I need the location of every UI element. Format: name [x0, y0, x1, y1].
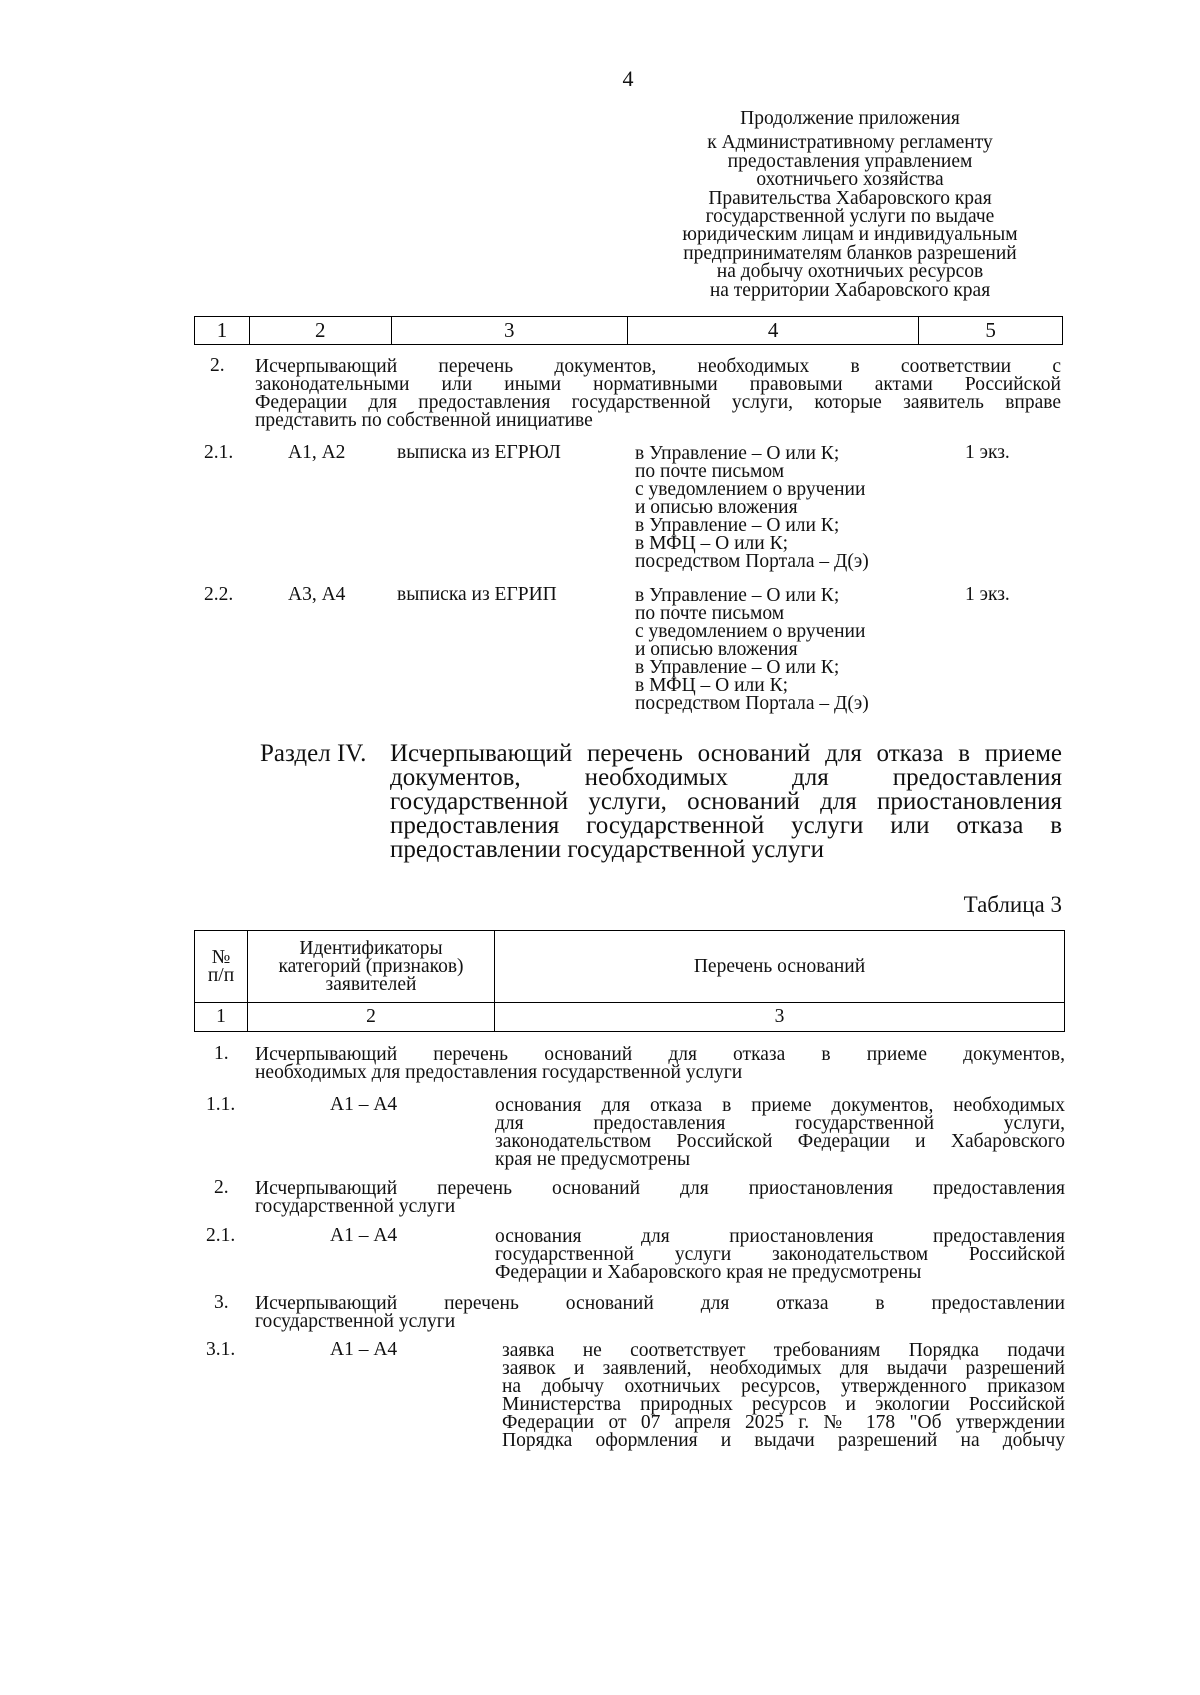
section4-line: предоставления государственной услуги или отказа в — [390, 812, 1062, 839]
row-applicants: А3, А4 — [288, 584, 346, 605]
table3-col2-header — [248, 931, 495, 1003]
section4-line: документов, необходимых для предоставления — [390, 764, 1062, 791]
row-methods — [635, 587, 925, 713]
row-number: 2.2. — [204, 584, 234, 605]
item-line: Федерации от 07 апреля 2025 г. № 178 "Об утверждении — [502, 1412, 1065, 1433]
method-line: в Управление – О или К; — [635, 657, 840, 678]
method-line: посредством Портала – Д(э) — [635, 551, 869, 572]
appendix-line: предоставления управлением — [727, 150, 973, 172]
method-line: с уведомлением о вручении — [635, 621, 866, 642]
table3-col1-header — [195, 931, 248, 1003]
table3-header — [194, 930, 1065, 1032]
group-line: государственной услуги — [255, 1196, 456, 1217]
table2-column-numbers — [194, 316, 1063, 345]
item-text — [502, 1342, 1065, 1450]
item-applicants: А1 – А4 — [330, 1094, 398, 1115]
group-line: Исчерпывающий перечень оснований для отказа в предоставлении — [255, 1293, 1065, 1314]
item-number: 2.1. — [206, 1225, 236, 1246]
method-line: в МФЦ – О или К; — [635, 533, 789, 554]
appendix-line: Правительства Хабаровского края — [708, 187, 992, 209]
item-line: на добычу охотничьих ресурсов, утвержденного приказом — [502, 1376, 1065, 1397]
group-heading — [255, 1180, 1065, 1216]
section2-line: Федерации для предоставления государственной услуги, которые заявитель вправе — [255, 392, 1061, 413]
section2-line: законодательными или иными нормативными правовыми актами Российской — [255, 374, 1061, 395]
appendix-line: юридическим лицам и индивидуальным — [682, 224, 1018, 246]
method-line: и описью вложения — [635, 497, 798, 518]
appendix-header — [650, 110, 1050, 300]
method-line: в Управление – О или К; — [635, 585, 840, 606]
appendix-line: на добычу охотничьих ресурсов — [716, 261, 984, 283]
section4-line: предоставлении государственной услуги — [390, 836, 824, 863]
section4-lead: Раздел IV. — [260, 740, 367, 767]
item-number: 1.1. — [206, 1094, 236, 1115]
item-line: Федерации и Хабаровского края не предусмотрены — [495, 1262, 922, 1283]
section4-line: Исчерпывающий перечень оснований для отказа в приеме — [390, 740, 1062, 767]
row-document: выписка из ЕГРЮЛ — [397, 442, 561, 463]
section2-line: Исчерпывающий перечень документов, необходимых в соответствии с — [255, 356, 1061, 377]
group-line: Исчерпывающий перечень оснований для отказа в приеме документов, — [255, 1044, 1065, 1065]
method-line: с уведомлением о вручении — [635, 479, 866, 500]
header-text: № — [211, 946, 231, 968]
row-methods — [635, 445, 925, 571]
item-number: 3.1. — [206, 1339, 236, 1360]
group-number: 1. — [214, 1043, 229, 1064]
appendix-line: государственной услуги по выдаче — [705, 206, 995, 228]
table3-label: Таблица 3 — [963, 892, 1062, 917]
group-line: Исчерпывающий перечень оснований для приостановления предоставления — [255, 1178, 1065, 1199]
table2-col-5: 5 — [919, 317, 1063, 345]
header-text: п/п — [207, 964, 235, 986]
header-text: категорий (признаков) — [278, 955, 464, 977]
section4-heading — [260, 742, 1063, 862]
item-applicants: А1 – А4 — [330, 1339, 398, 1360]
item-line: края не предусмотрены — [495, 1149, 691, 1170]
item-line: основания для отказа в приеме документов, необходимых — [495, 1095, 1065, 1116]
section2-heading — [255, 358, 1061, 430]
item-line: заявка не соответствует требованиям Порядка подачи — [502, 1340, 1065, 1361]
group-number: 2. — [214, 1177, 229, 1198]
table2-col-4: 4 — [628, 317, 919, 345]
table3-col-number: 3 — [495, 1003, 1065, 1032]
item-line: Министерства природных ресурсов и экологии Российской — [502, 1394, 1065, 1415]
item-text — [495, 1228, 1065, 1282]
method-line: по почте письмом — [635, 461, 785, 482]
table2-col-2: 2 — [249, 317, 391, 345]
item-line: Порядка оформления и выдачи разрешений на добычу — [502, 1430, 1065, 1451]
table3-col3-header: Перечень оснований — [495, 931, 1065, 1003]
row-count: 1 экз. — [965, 584, 1010, 605]
section4-line: государственной услуги, оснований для приостановления — [390, 788, 1062, 815]
item-line: заявок и заявлений, необходимых для выдачи разрешений — [502, 1358, 1065, 1379]
group-heading — [255, 1295, 1065, 1331]
method-line: и описью вложения — [635, 639, 798, 660]
table3-col-number: 1 — [195, 1003, 248, 1032]
row-document: выписка из ЕГРИП — [397, 584, 557, 605]
appendix-line: к Административному регламенту — [707, 132, 993, 154]
table3-col-number: 2 — [248, 1003, 495, 1032]
group-line: необходимых для предоставления государственной услуги — [255, 1062, 743, 1083]
item-line: для предоставления государственной услуги, — [495, 1113, 1065, 1134]
method-line: в Управление – О или К; — [635, 515, 840, 536]
section2-number: 2. — [210, 355, 225, 376]
item-line: основания для приостановления предоставления — [495, 1226, 1065, 1247]
appendix-title: Продолжение приложения — [740, 108, 960, 129]
method-line: посредством Портала – Д(э) — [635, 693, 869, 714]
table2-col-1: 1 — [195, 317, 250, 345]
group-heading — [255, 1046, 1065, 1082]
row-number: 2.1. — [204, 442, 234, 463]
item-line: законодательством Российской Федерации и Хабаровского — [495, 1131, 1065, 1152]
page-number: 4 — [622, 66, 634, 91]
appendix-line: на территории Хабаровского края — [709, 279, 991, 301]
section4-body — [390, 742, 1062, 862]
item-applicants: А1 – А4 — [330, 1225, 398, 1246]
appendix-line: охотничьего хозяйства — [756, 169, 944, 191]
item-line: государственной услуги законодательством Российской — [495, 1244, 1065, 1265]
item-text — [495, 1097, 1065, 1169]
group-line: государственной услуги — [255, 1311, 456, 1332]
appendix-line: предпринимателям бланков разрешений — [683, 242, 1017, 264]
header-text: Идентификаторы — [299, 937, 443, 959]
method-line: в МФЦ – О или К; — [635, 675, 789, 696]
method-line: в Управление – О или К; — [635, 443, 840, 464]
header-text: заявителей — [325, 973, 417, 995]
method-line: по почте письмом — [635, 603, 785, 624]
row-count: 1 экз. — [965, 442, 1010, 463]
table2-col-3: 3 — [391, 317, 627, 345]
group-number: 3. — [214, 1292, 229, 1313]
section2-line: представить по собственной инициативе — [255, 410, 593, 431]
row-applicants: А1, А2 — [288, 442, 346, 463]
